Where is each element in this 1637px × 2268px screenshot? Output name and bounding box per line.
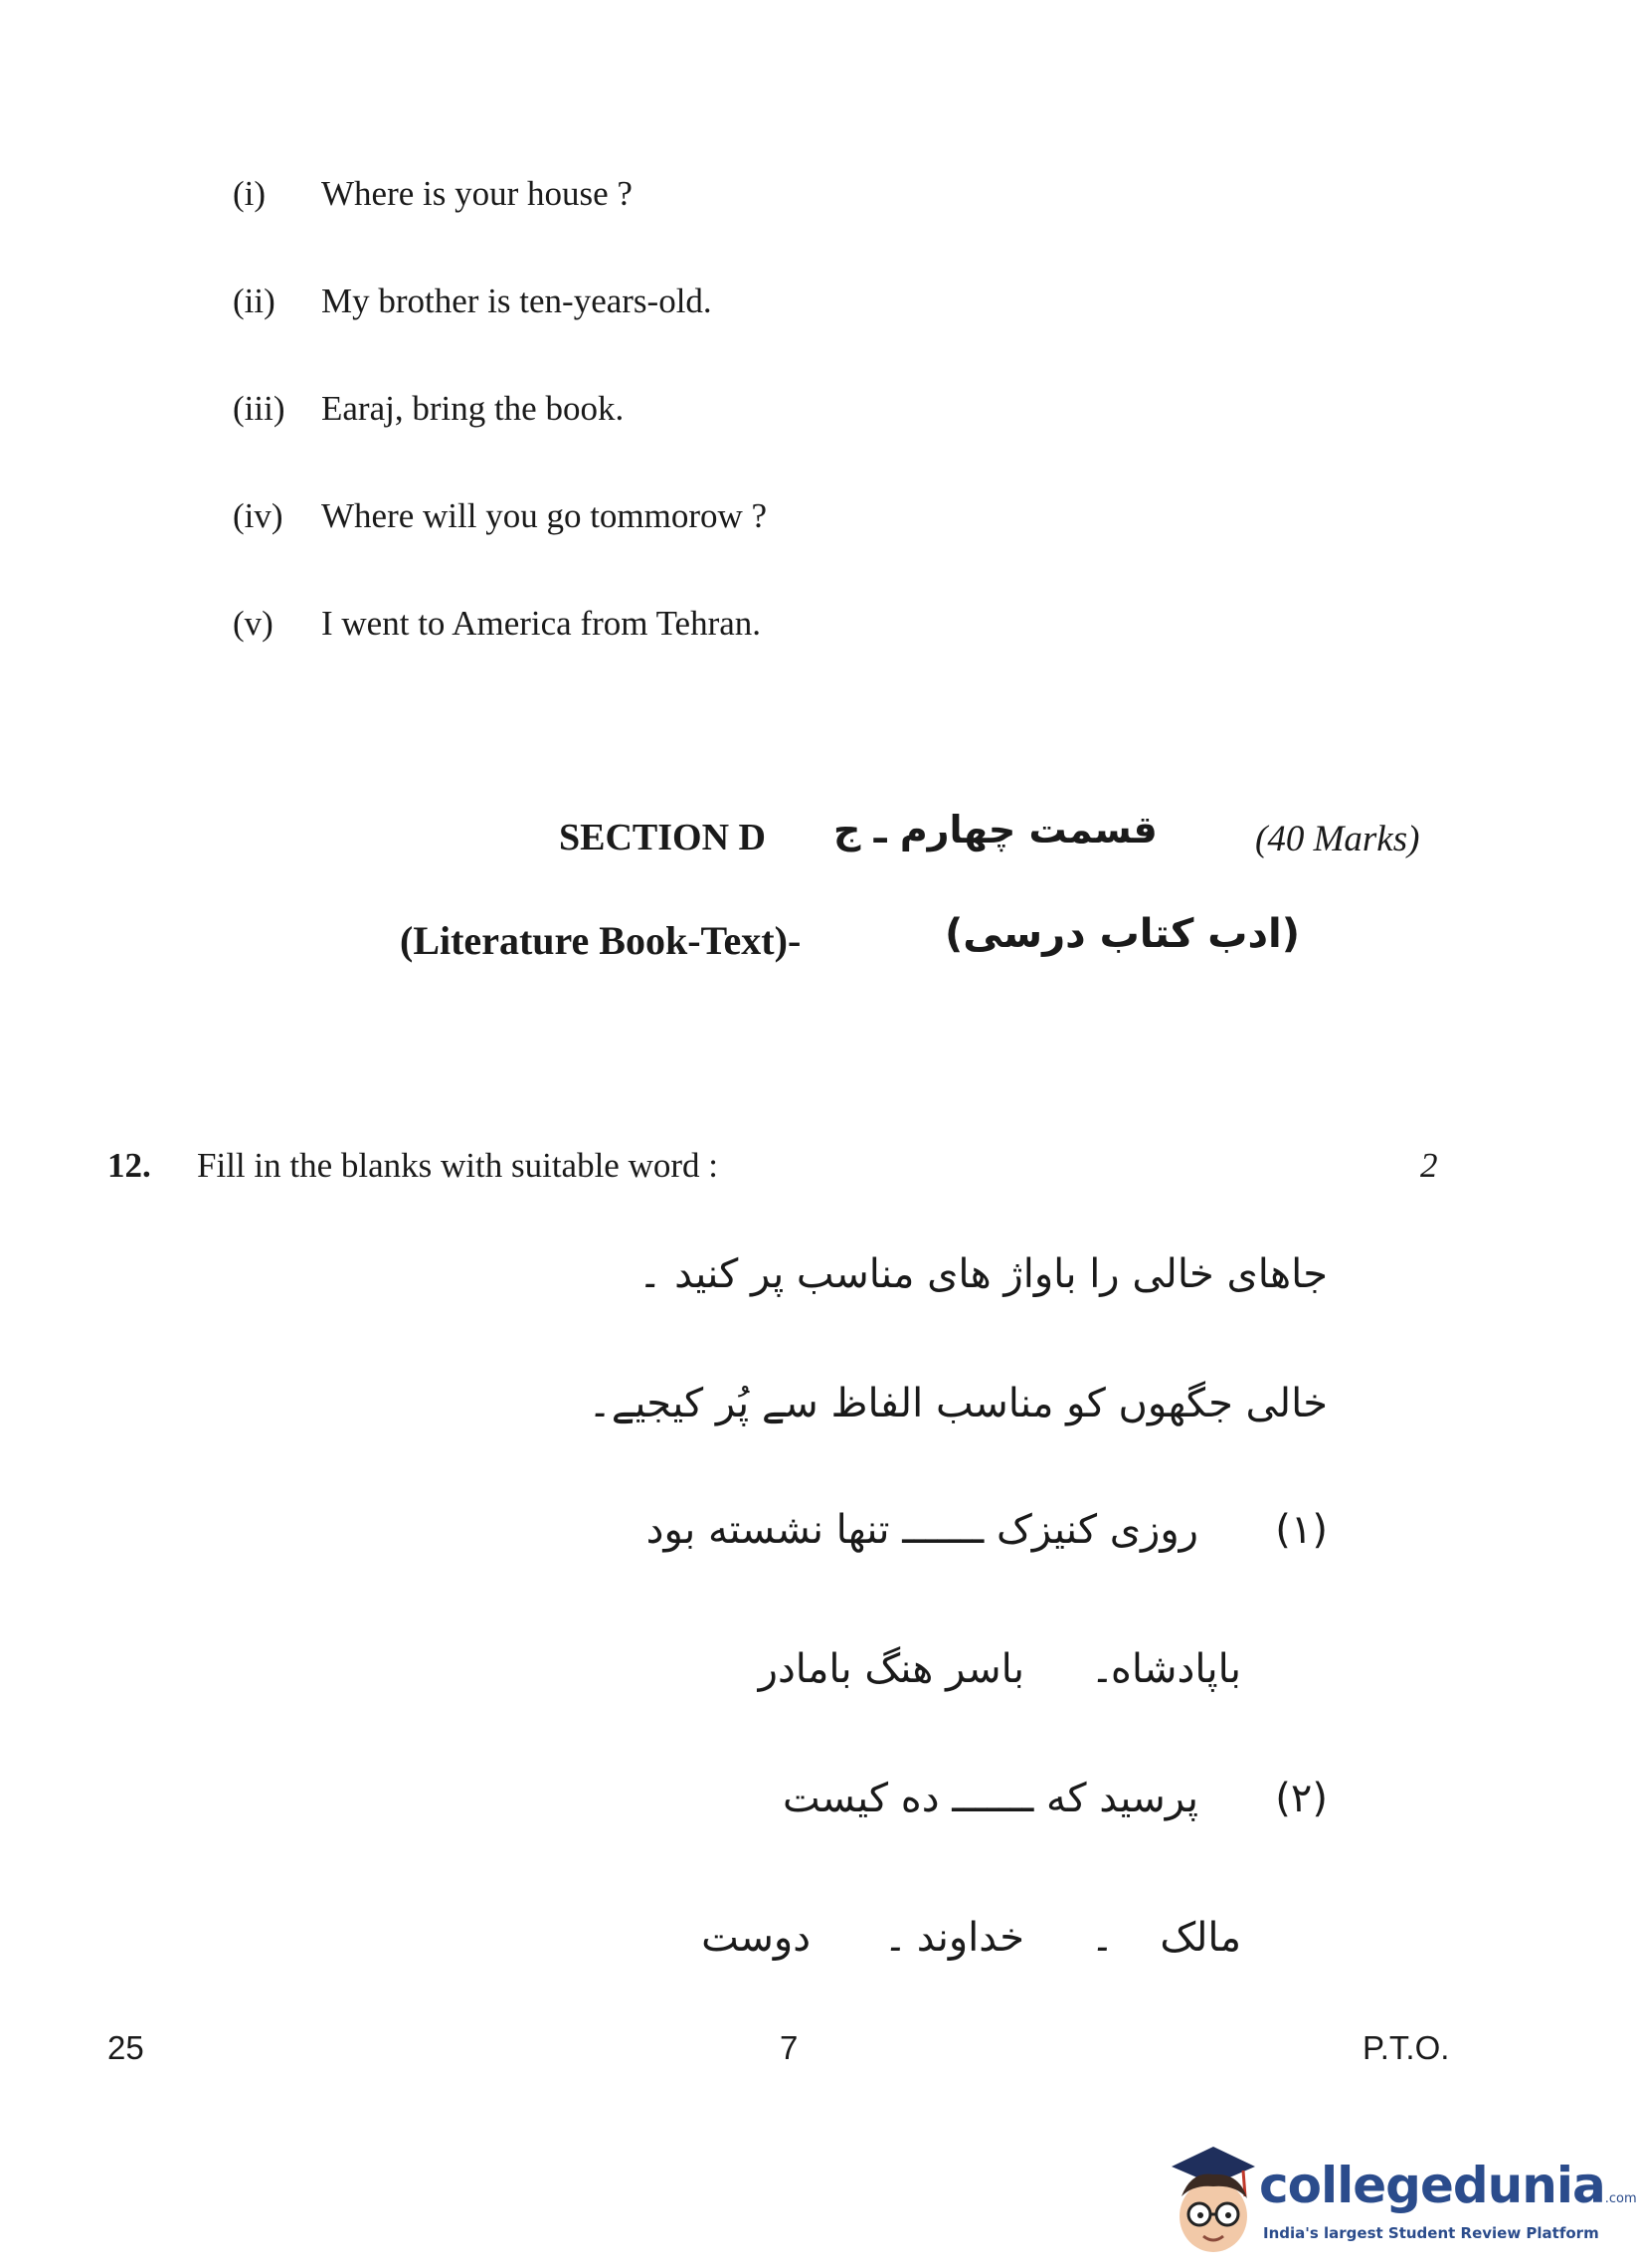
instruction-urdu: خالی جگھوں کو مناسب الفاظ سے پُر کیجیے۔	[588, 1381, 1328, 1426]
option: خداوند	[916, 1915, 1024, 1961]
instruction-persian: جاهای خالی را باواژ های مناسب پر کنید ۔	[637, 1251, 1328, 1297]
mascot-icon	[1152, 2139, 1271, 2263]
question-text: Fill in the blanks with suitable word :	[197, 1146, 718, 1185]
option: دوست	[701, 1915, 811, 1961]
pto-label: P.T.O.	[1363, 2029, 1450, 2066]
fill-item-text: پرسید که ـــــــ ده کیست	[782, 1776, 1198, 1821]
section-subtitle-urdu: (ادب کتاب درسی)	[945, 911, 1301, 957]
page-number: 7	[780, 2029, 799, 2066]
list-item-text: I went to America from Tehran.	[321, 604, 762, 643]
option-separator: ۔	[1090, 1915, 1114, 1961]
list-item-number: (i)	[233, 174, 267, 213]
logo-brand: collegedunia	[1259, 2157, 1605, 2214]
list-item-text: My brother is ten-years-old.	[321, 282, 712, 320]
list-item-number: (v)	[233, 604, 273, 643]
list-item-number: (iii)	[233, 389, 285, 428]
question-number: 12.	[107, 1146, 151, 1185]
fill-item-number: (۲)	[1275, 1776, 1328, 1821]
option: مالک	[1160, 1915, 1241, 1961]
logo-tagline: India's largest Student Review Platform	[1263, 2224, 1599, 2242]
section-marks: (40 Marks)	[1255, 819, 1420, 859]
fill-item-number: (۱)	[1275, 1507, 1328, 1553]
option-separator: ۔	[1090, 1646, 1114, 1692]
list-item-number: (ii)	[233, 282, 275, 320]
option: باسر هنگ بامادر	[758, 1646, 1024, 1692]
collegedunia-logo	[1152, 2139, 1637, 2263]
option: باپادشاه	[1110, 1646, 1241, 1692]
list-item-text: Earaj, bring the book.	[321, 389, 625, 428]
page-code: 25	[107, 2029, 144, 2066]
list-item-number: (iv)	[233, 496, 283, 535]
section-subtitle: (Literature Book-Text)-	[400, 918, 802, 963]
section-title: SECTION D	[559, 817, 766, 858]
fill-item-text: روزی کنیزک ـــــــ تنها نشسته بود	[645, 1507, 1198, 1553]
list-item-text: Where is your house ?	[321, 174, 633, 213]
question-marks: 2	[1420, 1146, 1438, 1185]
option-separator: ۔	[883, 1915, 907, 1961]
section-title-urdu: قسمت چهارم ـ ج	[833, 808, 1158, 851]
logo-suffix: .com	[1604, 2191, 1637, 2206]
list-item-text: Where will you go tommorow ?	[321, 496, 768, 535]
